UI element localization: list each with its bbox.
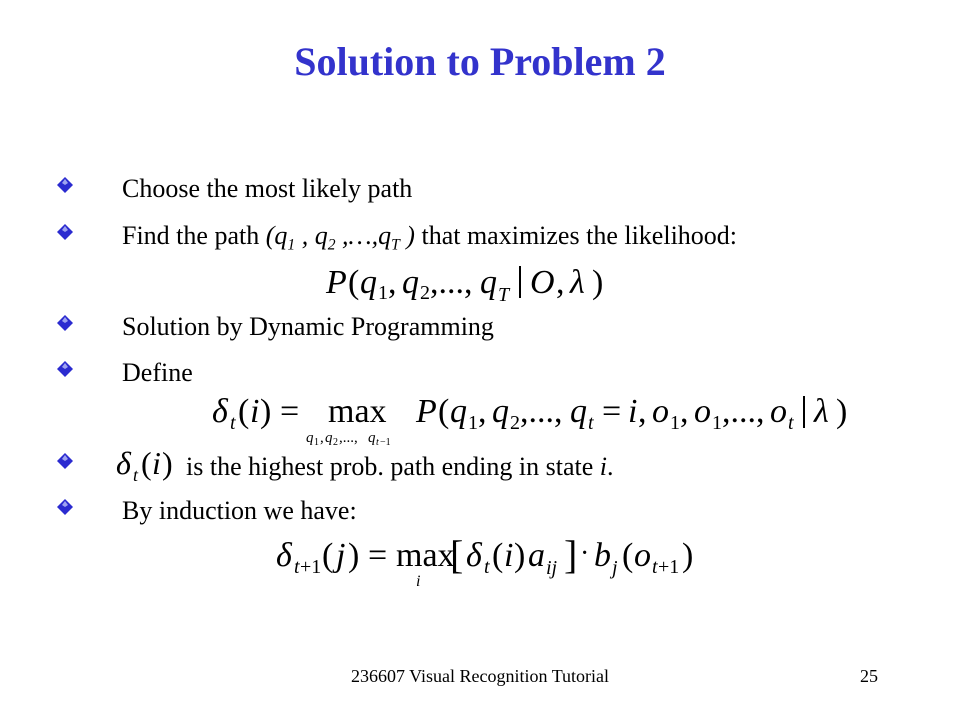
bullet-4-text: Define bbox=[122, 358, 193, 387]
svg-text:i: i bbox=[250, 393, 260, 430]
svg-text:): ) bbox=[836, 393, 848, 430]
footer-course: 236607 Visual Recognition Tutorial bbox=[350, 666, 610, 686]
svg-text:j: j bbox=[336, 537, 346, 574]
svg-text:,...,: ,..., bbox=[722, 393, 765, 430]
svg-text:·: · bbox=[580, 538, 590, 569]
svg-text:+1: +1 bbox=[300, 556, 322, 578]
svg-text:2: 2 bbox=[420, 282, 430, 304]
svg-text:o: o bbox=[634, 537, 651, 574]
svg-text:t: t bbox=[588, 412, 594, 434]
path-tuple: ($q_1$ , $q_2$ $,\dots,q_T$ ) bbox=[265, 221, 415, 254]
svg-text:,: , bbox=[680, 393, 689, 430]
delta-inline-equation bbox=[112, 442, 184, 486]
diamond-bullet-icon bbox=[56, 314, 74, 332]
svg-text:λ: λ bbox=[570, 264, 585, 301]
svg-text:,...,: ,..., bbox=[339, 430, 358, 446]
svg-text:(: ( bbox=[622, 537, 634, 574]
svg-text:i: i bbox=[152, 445, 161, 481]
svg-text:): ) bbox=[260, 393, 272, 430]
svg-text:P: P bbox=[416, 393, 437, 430]
diamond-bullet-icon bbox=[56, 498, 74, 516]
svg-text:δ: δ bbox=[212, 393, 228, 430]
svg-text:,: , bbox=[388, 264, 397, 301]
bullet-2-text bbox=[122, 223, 737, 253]
svg-text:=: = bbox=[368, 537, 388, 574]
svg-text:i: i bbox=[504, 537, 514, 574]
bullet-5-body: is the highest prob. path ending in state bbox=[186, 452, 594, 481]
svg-text:1: 1 bbox=[314, 437, 319, 448]
svg-text:): ) bbox=[514, 537, 526, 574]
svg-text:i: i bbox=[416, 573, 421, 590]
svg-text:,: , bbox=[320, 430, 324, 446]
svg-text:]: ] bbox=[564, 532, 578, 577]
svg-text:q: q bbox=[368, 430, 376, 446]
svg-text:=: = bbox=[602, 393, 622, 430]
svg-text:λ: λ bbox=[814, 393, 829, 430]
svg-text:q: q bbox=[450, 393, 467, 430]
bullet-2-lead: Find the path bbox=[122, 221, 260, 250]
svg-text:+1: +1 bbox=[658, 556, 680, 578]
svg-text:P: P bbox=[326, 264, 347, 301]
svg-text:ij: ij bbox=[546, 557, 558, 579]
svg-text:(: ( bbox=[492, 537, 504, 574]
svg-text:t: t bbox=[133, 465, 139, 485]
svg-text:a: a bbox=[528, 537, 545, 574]
svg-text:(: ( bbox=[141, 445, 152, 481]
svg-text:b: b bbox=[594, 537, 611, 574]
state-symbol: i bbox=[599, 452, 607, 481]
svg-text:(: ( bbox=[322, 537, 334, 574]
definition-equation bbox=[208, 386, 868, 450]
svg-text:(: ( bbox=[238, 393, 250, 430]
svg-text:q: q bbox=[360, 264, 377, 301]
svg-text:t: t bbox=[376, 437, 379, 448]
svg-text:T: T bbox=[498, 284, 510, 306]
svg-text:t: t bbox=[788, 412, 794, 434]
svg-text:1: 1 bbox=[468, 412, 478, 434]
svg-text:O: O bbox=[530, 264, 555, 301]
svg-text:q: q bbox=[306, 430, 314, 446]
svg-text:q: q bbox=[402, 264, 419, 301]
svg-text:δ: δ bbox=[116, 445, 131, 481]
svg-text:o: o bbox=[770, 393, 787, 430]
svg-text:q: q bbox=[480, 264, 497, 301]
svg-text:(: ( bbox=[348, 264, 360, 301]
svg-text:o: o bbox=[694, 393, 711, 430]
svg-text:,: , bbox=[638, 393, 647, 430]
footer-page-number: 25 bbox=[860, 666, 878, 686]
svg-text:max: max bbox=[328, 393, 387, 430]
svg-text:=: = bbox=[280, 393, 300, 430]
svg-text:o: o bbox=[652, 393, 669, 430]
svg-text:(: ( bbox=[438, 393, 450, 430]
bullet-5-period: . bbox=[607, 452, 614, 481]
svg-text:t: t bbox=[652, 556, 658, 578]
svg-text:max: max bbox=[396, 537, 455, 574]
svg-text:δ: δ bbox=[466, 537, 482, 574]
svg-text:q: q bbox=[570, 393, 587, 430]
svg-text:j: j bbox=[612, 557, 618, 579]
bullet-6-text: By induction we have: bbox=[122, 496, 357, 525]
svg-text:,...,: ,..., bbox=[430, 264, 473, 301]
likelihood-equation bbox=[320, 258, 640, 306]
svg-text:1: 1 bbox=[670, 412, 680, 434]
svg-text:,...,: ,..., bbox=[520, 393, 563, 430]
svg-text:t: t bbox=[484, 556, 490, 578]
svg-text:1: 1 bbox=[712, 412, 722, 434]
svg-text:): ) bbox=[162, 445, 173, 481]
diamond-bullet-icon bbox=[56, 360, 74, 378]
svg-text:δ: δ bbox=[276, 537, 292, 574]
diamond-bullet-icon bbox=[56, 452, 74, 470]
slide-title: Solution to Problem 2 bbox=[294, 39, 666, 84]
svg-text:2: 2 bbox=[333, 437, 338, 448]
svg-text:): ) bbox=[592, 264, 604, 301]
svg-text:t: t bbox=[294, 556, 300, 578]
bullet-2-tail: that maximizes the likelihood: bbox=[421, 221, 738, 250]
svg-text:q: q bbox=[492, 393, 509, 430]
svg-text:t: t bbox=[230, 412, 236, 434]
diamond-bullet-icon bbox=[56, 176, 74, 194]
svg-text:): ) bbox=[682, 537, 694, 574]
svg-text:i: i bbox=[628, 393, 638, 430]
svg-text:q: q bbox=[325, 430, 333, 446]
svg-text:[: [ bbox=[450, 532, 464, 577]
svg-text:,: , bbox=[478, 393, 487, 430]
svg-text:2: 2 bbox=[510, 412, 520, 434]
induction-equation bbox=[272, 530, 712, 592]
svg-text:1: 1 bbox=[378, 282, 388, 304]
bullet-1-text: Choose the most likely path bbox=[122, 174, 413, 203]
bullet-3-text: Solution by Dynamic Programming bbox=[122, 312, 494, 341]
diamond-bullet-icon bbox=[56, 223, 74, 241]
svg-text:,: , bbox=[556, 264, 565, 301]
bullet-5-text bbox=[186, 454, 614, 480]
svg-text:): ) bbox=[348, 537, 360, 574]
svg-text:−1: −1 bbox=[380, 437, 391, 448]
